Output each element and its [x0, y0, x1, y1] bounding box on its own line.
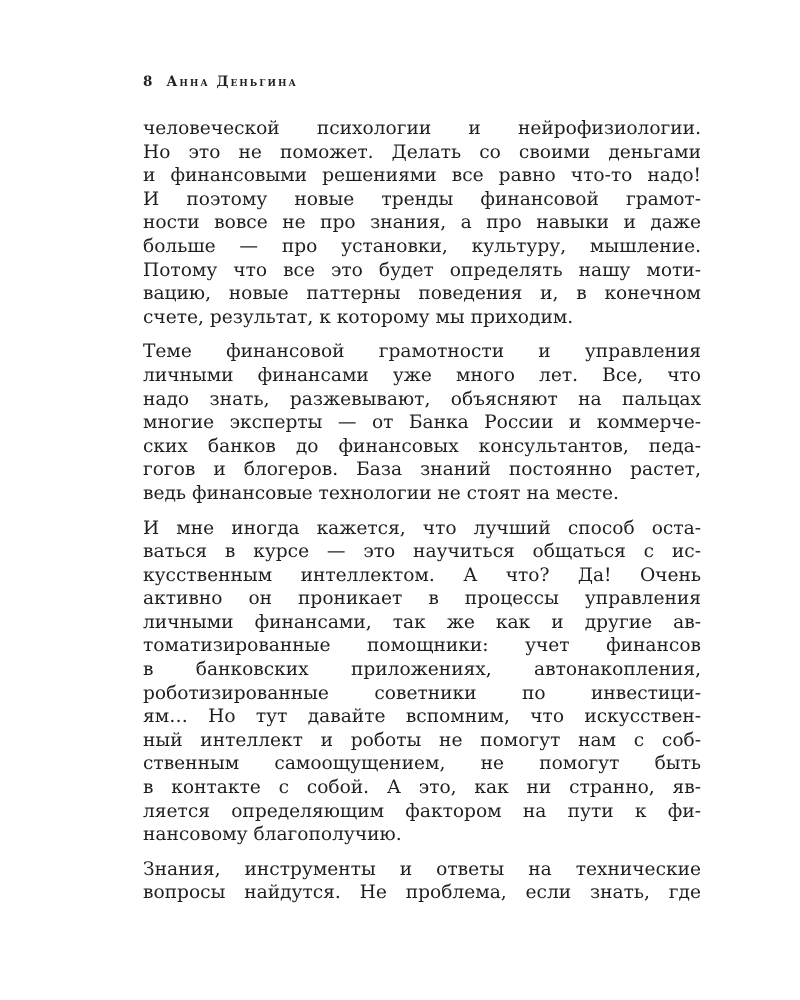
paragraph-4: [143, 858, 701, 905]
text-line: и финансовыми решениями все равно что-то надо!: [143, 165, 701, 187]
text-line: ских банков до финансовых консультантов, педа-: [143, 435, 701, 457]
text-line: ности вовсе не про знания, а про навыки и даже: [143, 212, 701, 234]
text-line: ляется определяющим фактором на пути к фи-: [143, 800, 701, 822]
text-line: больше — про установки, культуру, мышление.: [143, 235, 701, 257]
body-text: [143, 117, 701, 916]
text-line: ведь финансовые технологии не стоят на месте.: [143, 482, 619, 504]
text-line: в банковских приложениях, автонакопления,: [143, 659, 701, 681]
paragraph-2: [143, 340, 701, 505]
text-line: нансовому благополучию.: [143, 824, 402, 846]
text-line: кусственным интеллектом. А что? Да! Очень: [143, 564, 701, 586]
running-header: [143, 74, 298, 98]
paragraph-1: [143, 117, 701, 329]
text-line: И поэтому новые тренды финансовой грамот-: [143, 188, 701, 210]
text-line: И мне иногда кажется, что лучший способ оста-: [143, 517, 701, 539]
text-line: Теме финансовой грамотности и управления: [143, 341, 701, 363]
text-line: в контакте с собой. А это, как ни странно, яв-: [143, 777, 701, 799]
paragraph-3: [143, 517, 701, 847]
text-line: роботизированные советники по инвестици-: [143, 682, 701, 704]
text-line: счете, результат, к которому мы приходим.: [143, 306, 574, 328]
text-line: Потому что все это будет определять нашу моти-: [143, 259, 701, 281]
text-line: гогов и блогеров. База знаний постоянно растет,: [143, 459, 701, 481]
text-line: личными финансами уже много лет. Все, что: [143, 364, 701, 386]
text-line: активно он проникает в процессы управления: [143, 588, 701, 610]
text-line: Но это не поможет. Делать со своими деньгами: [143, 141, 701, 163]
running-header-author: Анна Деньгина: [166, 74, 298, 90]
text-line: вопросы найдутся. Не проблема, если знать, где: [143, 882, 701, 904]
text-line: многие эксперты — от Банка России и коммерче-: [143, 412, 701, 434]
text-line: личными финансами, так же как и другие ав-: [143, 611, 701, 633]
text-line: ственным самоощущением, не помогут быть: [143, 753, 701, 775]
text-line: человеческой психологии и нейрофизиологии.: [143, 118, 701, 139]
text-line: ваться в курсе — это научиться общаться с ис-: [143, 541, 701, 563]
text-line: вацию, новые паттерны поведения и, в конечном: [143, 283, 701, 305]
text-line: надо знать, разжевывают, объясняют на пальцах: [143, 388, 701, 410]
text-line: ный интеллект и роботы не помогут нам с соб-: [143, 729, 701, 751]
text-line: томатизированные помощники: учет финансов: [143, 635, 701, 657]
text-line: Знания, инструменты и ответы на технические: [143, 858, 701, 880]
text-line: ям… Но тут давайте вспомним, что искусствен-: [143, 706, 701, 728]
page-number: 8: [143, 74, 153, 90]
